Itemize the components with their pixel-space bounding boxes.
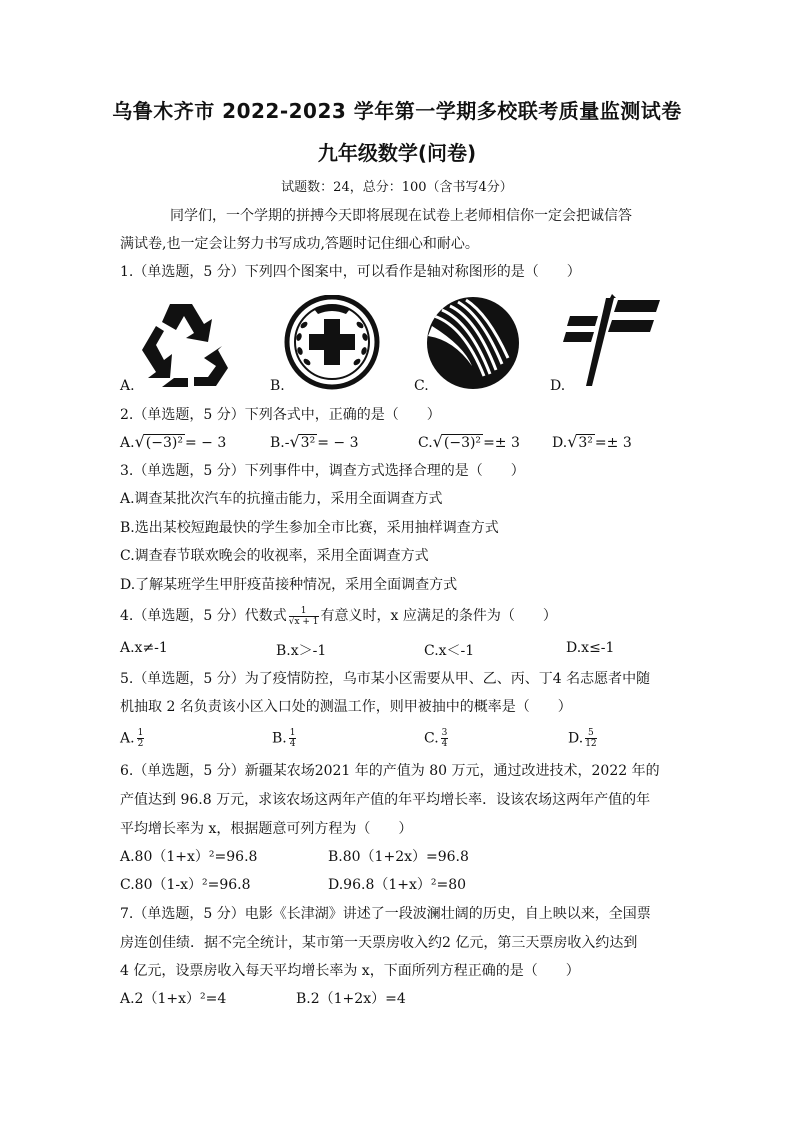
q2-option-d-radicand: 3² xyxy=(578,435,593,451)
q4-fraction-denominator: √x + 1 xyxy=(288,616,319,627)
q6-option-a: A.80（1+x）²=96.8 xyxy=(120,849,258,865)
q2-option-b-label: B.- xyxy=(270,435,290,451)
q2-option-d-label: D. xyxy=(552,435,568,451)
q3-stem: 3.（单选题，5 分）下列事件中，调查方式选择合理的是（ ） xyxy=(120,463,525,479)
red-cross-emblem-icon xyxy=(282,295,382,390)
intro-line-2: 满试卷,也一定会让努力书写成功,答题时记住细心和耐心。 xyxy=(120,236,479,252)
radical-sign: √ xyxy=(567,432,578,451)
q5-option-d-label: D. xyxy=(568,730,584,747)
q5-option-d xyxy=(568,728,599,749)
q5-option-d-fraction xyxy=(585,728,596,749)
q4-option-b: B.x＞-1 xyxy=(276,643,327,659)
q5-option-c-label: C. xyxy=(424,730,439,747)
q3-option-b: B.选出某校短跑最快的学生参加全市比赛，采用抽样调查方式 xyxy=(120,520,499,536)
q4-option-d: D.x≤-1 xyxy=(566,640,615,656)
q2-option-d xyxy=(552,432,632,451)
fraction-numerator: 5 xyxy=(585,728,596,739)
q4-fraction xyxy=(289,606,319,627)
q5-option-b-fraction xyxy=(289,728,297,749)
q5-option-b xyxy=(272,728,298,749)
q4-option-a: A.x≠-1 xyxy=(120,640,168,656)
fraction-denominator: 2 xyxy=(137,739,144,749)
q2-option-c-radicand: (−3)² xyxy=(443,435,482,451)
q5-option-a-fraction xyxy=(137,728,145,749)
fraction-numerator: 1 xyxy=(289,728,296,738)
q1-option-b-label: B. xyxy=(270,378,285,394)
q4-fraction-numerator: 1 xyxy=(289,606,319,617)
q2-option-b-rhs: = − 3 xyxy=(317,435,359,451)
q4-option-c: C.x＜-1 xyxy=(424,643,475,659)
exam-subtitle: 九年级数学(问卷) xyxy=(317,141,477,165)
q2-option-a-label: A. xyxy=(120,435,135,451)
q1-option-a-label: A. xyxy=(120,378,135,394)
q5-option-b-label: B. xyxy=(272,730,287,747)
q7-option-b: B.2（1+2x）=4 xyxy=(296,991,406,1007)
q2-option-a-radicand: (−3)² xyxy=(145,435,183,451)
q5-option-a xyxy=(120,728,146,749)
striped-ball-logo-icon xyxy=(424,296,522,390)
q5-line-1: 5.（单选题，5 分）为了疫情防控，乌市某小区需要从甲、乙、丙、丁4 名志愿者中随 xyxy=(120,671,651,687)
q3-option-d: D.了解某班学生甲肝疫苗接种情况，采用全面调查方式 xyxy=(120,577,458,593)
q5-option-c xyxy=(424,728,450,749)
q6-line-1: 6.（单选题，5 分）新疆某农场2021 年的产值为 80 万元，通过改进技术，2022 年的 xyxy=(120,763,660,779)
q3-option-a: A.调查某批次汽车的抗撞击能力，采用全面调查方式 xyxy=(120,491,443,507)
q1-option-d-label: D. xyxy=(550,378,566,394)
q4-stem-pre: 4.（单选题，5 分）代数式 xyxy=(120,608,287,624)
fraction-numerator: 1 xyxy=(137,728,144,738)
q1-option-c-label: C. xyxy=(414,378,429,394)
q2-stem: 2.（单选题，5 分）下列各式中，正确的是（ ） xyxy=(120,407,441,423)
q7-line-2: 房连创佳绩．据不完全统计，某市第一天票房收入约2 亿元，第三天票房收入约达到 xyxy=(120,935,638,951)
q2-option-c-rhs: =± 3 xyxy=(483,435,520,451)
q7-option-a: A.2（1+x）²=4 xyxy=(120,991,227,1007)
intro-line-1: 同学们，一个学期的拼搏今天即将展现在试卷上老师相信你一定会把诚信答 xyxy=(170,208,632,224)
q5-line-2: 机抽取 2 名负责该小区入口处的测温工作，则甲被抽中的概率是（ ） xyxy=(120,699,572,715)
fraction-numerator: 3 xyxy=(441,728,448,738)
fraction-denominator: 12 xyxy=(585,739,597,749)
q2-option-c xyxy=(418,432,520,451)
q5-option-c-fraction xyxy=(441,728,449,749)
brush-stroke-logo-icon xyxy=(562,294,666,390)
fraction-denominator: 4 xyxy=(289,739,296,749)
q2-option-a xyxy=(120,432,226,451)
q6-option-d: D.96.8（1+x）²=80 xyxy=(328,877,467,893)
q2-option-c-label: C. xyxy=(418,435,433,451)
q4-stem xyxy=(120,605,557,627)
recycle-icon xyxy=(132,298,232,390)
radical-sign: √ xyxy=(432,432,443,451)
q6-line-2: 产值达到 96.8 万元，求该农场这两年产值的年平均增长率．设该农场这两年产值的年 xyxy=(120,792,651,808)
q4-stem-post: 有意义时，x 应满足的条件为（ ） xyxy=(320,608,557,624)
q2-option-a-rhs: = − 3 xyxy=(184,435,227,451)
fraction-denominator: 4 xyxy=(441,739,448,749)
exam-info: 试题数：24，总分：100（含书写4分） xyxy=(281,180,513,195)
q1-stem: 1.（单选题，5 分）下列四个图案中，可以看作是轴对称图形的是（ ） xyxy=(120,264,581,280)
q2-option-b-radicand: 3² xyxy=(300,435,316,451)
q6-option-b: B.80（1+2x）=96.8 xyxy=(328,849,469,865)
q3-option-c: C.调查春节联欢晚会的收视率，采用全面调查方式 xyxy=(120,548,429,564)
q2-option-b xyxy=(270,432,358,451)
exam-title: 乌鲁木齐市 2022-2023 学年第一学期多校联考质量监测试卷 xyxy=(112,99,682,123)
q7-line-1: 7.（单选题，5 分）电影《长津湖》讲述了一段波澜壮阔的历史，自上映以来，全国票 xyxy=(120,906,651,922)
q6-option-c: C.80（1-x）²=96.8 xyxy=(120,877,251,893)
q7-line-3: 4 亿元，设票房收入每天平均增长率为 x，下面所列方程正确的是（ ） xyxy=(120,963,580,979)
q2-option-d-rhs: =± 3 xyxy=(594,435,632,451)
q5-option-a-label: A. xyxy=(120,730,135,747)
radical-sign: √ xyxy=(289,432,300,451)
radical-sign: √ xyxy=(134,432,145,451)
q6-line-3: 平均增长率为 x，根据题意可列方程为（ ） xyxy=(120,821,413,837)
